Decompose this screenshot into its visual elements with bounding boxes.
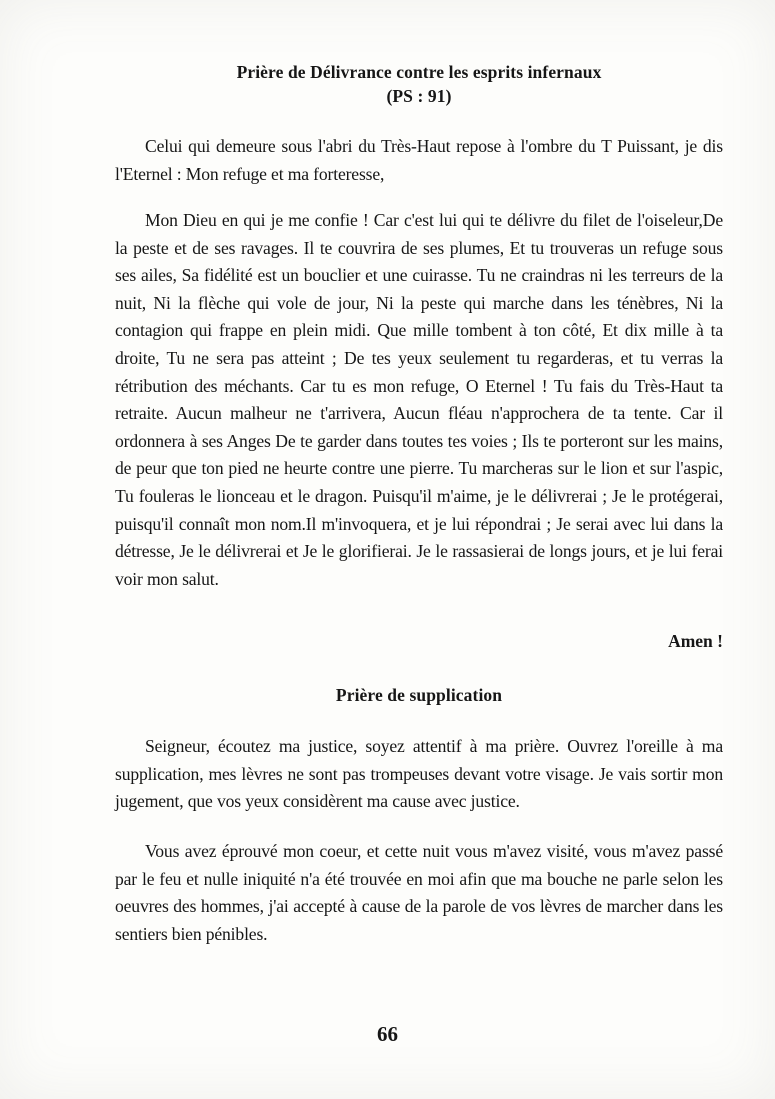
paragraph-4: Vous avez éprouvé mon coeur, et cette nuit vous m'avez visité, vous m'avez passé par le feu et nulle iniquité n'a été trouvée en moi afin que ma bouche ne parle selon les oeuvres des hommes, j'ai accepté à cause de la parole de vos lèvres de marcher dans les sentiers bien pénibles. (115, 841, 723, 944)
paragraph-1-block (115, 133, 723, 188)
paragraph-3-block (115, 733, 723, 816)
prayer-title-deliverance (115, 60, 723, 108)
paragraph-4-block (115, 838, 723, 948)
amen-line: Amen ! (668, 631, 723, 651)
paragraph-3: Seigneur, écoutez ma justice, soyez attentif à ma prière. Ouvrez l'oreille à ma supplication, mes lèvres ne sont pas trompeuses devant votre visage. Je vais sortir mon jugement, que vos yeux considèrent ma cause avec justice. (115, 736, 723, 812)
paragraph-1: Celui qui demeure sous l'abri du Très-Haut repose à l'ombre du T Puissant, je dis l'Eternel : Mon refuge et ma forteresse, (115, 136, 723, 184)
title-line-2: (PS : 91) (386, 86, 452, 106)
page-number: 66 (377, 1022, 398, 1046)
title-line-1: Prière de Délivrance contre les esprits infernaux (236, 62, 602, 82)
prayer-title-supplication: Prière de supplication (335, 685, 503, 705)
paragraph-2-block (115, 207, 723, 593)
paragraph-2: Mon Dieu en qui je me confie ! Car c'est lui qui te délivre du filet de l'oiseleur,De la peste et de ses ravages. Il te couvrira de ses plumes, Et tu trouveras un refuge sous ses ailes, Sa fidélité est un bouclier et une cuirasse. Tu ne craindras ni les terreurs de la nuit, Ni la flèche qui vole de jour, Ni la peste qui marche dans les ténèbres, Ni la contagion qui frappe en plein midi. Que mille tombent à ton côté, Et dix mille à ta droite, Tu ne sera pas atteint ; De tes yeux seulement tu regarderas, et tu verras la rétribution des méchants. Car tu es mon refuge, O Eternel ! Tu fais du Très-Haut ta retraite. Aucun malheur ne t'arrivera, Aucun fléau n'approchera de ta tente. Car il ordonnera à ses Anges De te garder dans toutes tes voies ; Ils te porteront sur les mains, de peur que ton pied ne heurte contre une pierre. Tu marcheras sur le lion et sur l'aspic, Tu fouleras le lionceau et le dragon. Puisqu'il m'aime, je le délivrerai ; Je le protégerai, puisqu'il connaît mon nom.Il m'invoquera, et je lui répondrai ; Je serai avec lui dans la détresse, Je le délivrerai et Je le glorifierai. Je le rassasierai de longs jours, et je lui ferai voir mon salut. (115, 210, 723, 589)
